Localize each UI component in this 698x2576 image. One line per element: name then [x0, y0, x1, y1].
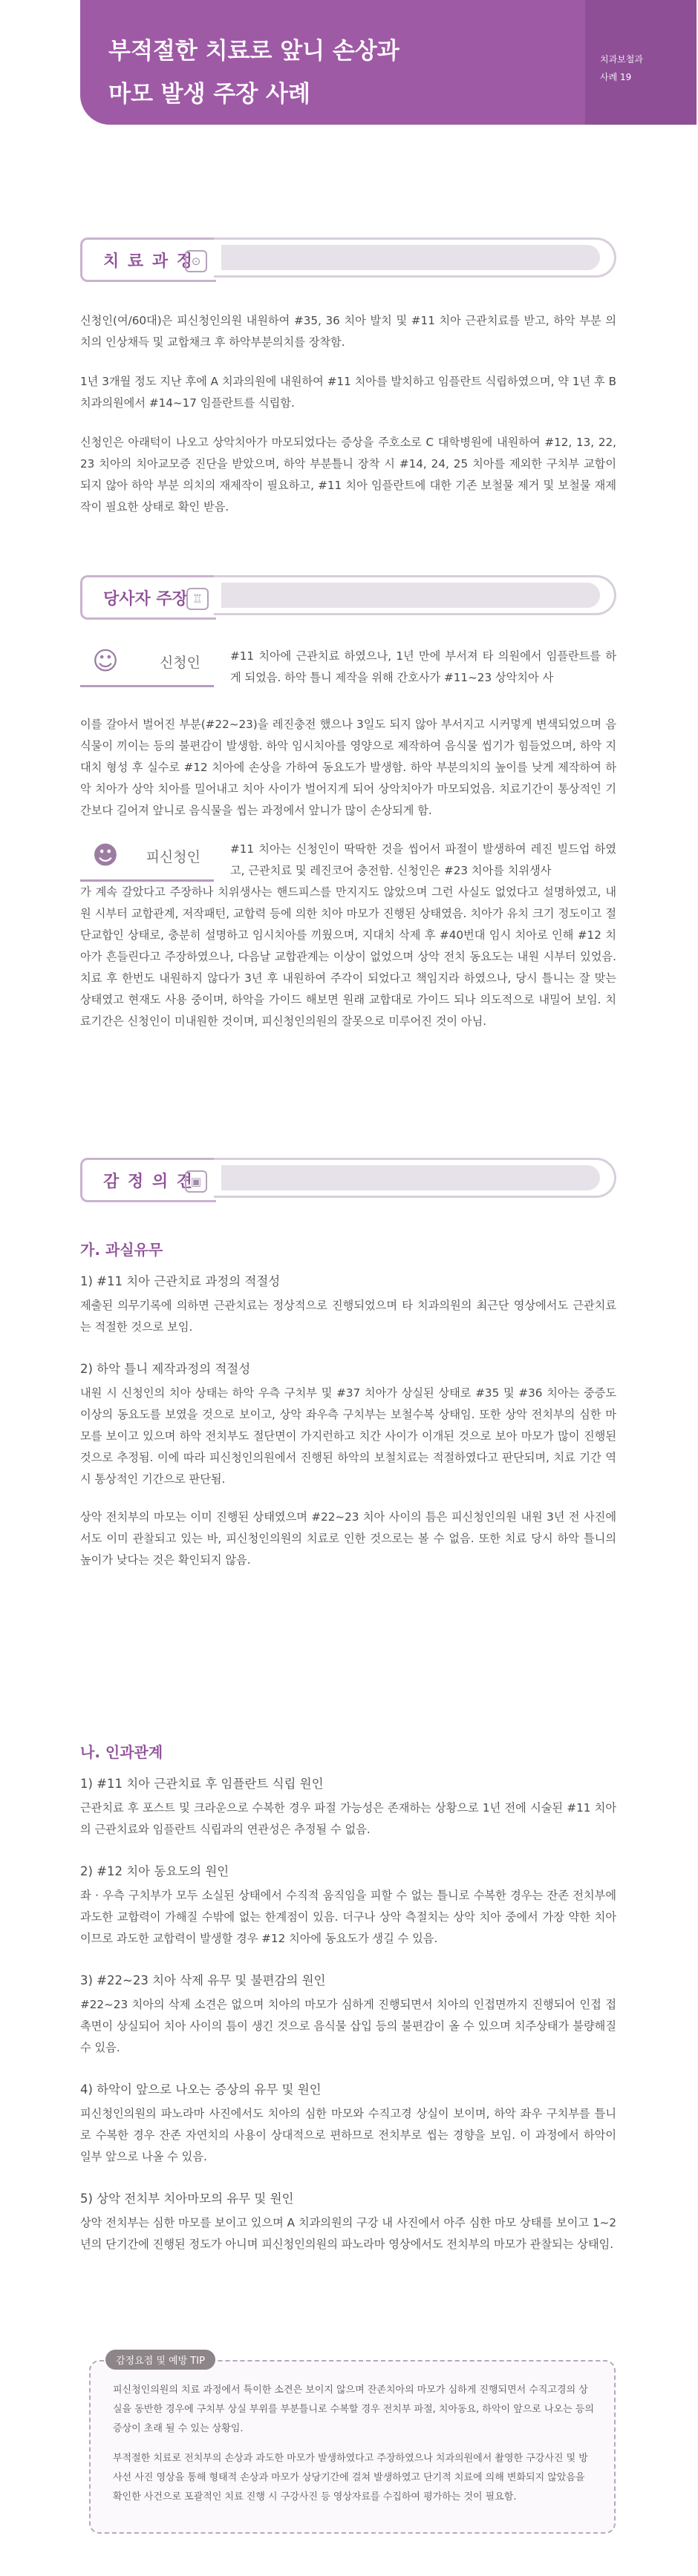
department-label: 치과보철과: [600, 54, 643, 65]
item-text: 제출된 의무기록에 의하면 근관치료는 정상적으로 진행되었으며 타 치과의원의 최근단 영상에서도 근관치료는 적절한 것으로 보임.: [80, 1299, 616, 1334]
section-title: 당사자 주장: [103, 590, 188, 609]
section-pill: [80, 575, 216, 620]
treatment-paragraph: 신청인은 아래턱이 나오고 상악치아가 마모되었다는 증상을 주호소로 C 대학병원에 내원하여 #12, 13, 22, 23 치아의 치아교모증 진단을 받았으며, 하악 부분틀니 장착 시 #14, 24, 25 치아를 제외한 구치부 교합이 되지 않아 하악 부분 의치의 재제작이 필요하고, #11 치아 임플란트에 대한 기존 보철물 제거 및 보철물 재제작이 필요한 상태로 확인 받음.: [80, 436, 616, 514]
tip-body: [113, 2381, 596, 2517]
respondent-role: [80, 837, 214, 882]
section-bar-fill: [221, 1165, 600, 1190]
case-label: [600, 50, 643, 86]
item-text: #22~23 치아의 삭제 소견은 없으며 치아의 마모가 심하게 진행되면서 치아의 인접면까지 진행되어 인접 접촉면이 상실되어 치아 사이의 틈이 생긴 것으로 음식물 삽입 등의 불편감이 올 수 있으며 치주상태가 불량해질 수 있음.: [80, 1998, 616, 2054]
respondent-first-text: #11 치아는 신청인이 딱딱한 것을 씹어서 파절이 발생하여 레진 빌드업 하였고, 근관치료 및 레진코어 충전함. 신청인은 #23 치아를 치위생사: [230, 842, 616, 877]
role-underline: [80, 685, 214, 687]
document-icon: ▣: [185, 1170, 207, 1193]
item-heading: 3) #22~23 치아 삭제 유무 및 불편감의 원인: [80, 1973, 326, 1987]
section-bar-fill: [221, 245, 600, 270]
item-text: 피신청인의원의 파노라마 사진에서도 치아의 심한 마모와 수직고경 상실이 보이며, 하악 좌우 구치부를 틀니로 수복한 경우 잔존 자연치의 사용이 상대적으로 편하므로 전치부로 씹는 경향을 보임. 이 과정에서 하악이 일부 앞으로 나올 수 있음.: [80, 2107, 616, 2163]
item-text: 좌 · 우측 구치부가 모두 소실된 상태에서 수직적 움직임을 피할 수 없는 틀니로 수복한 경우는 잔존 전치부에 과도한 교합력이 가해질 수밖에 없는 한계점이 있음. 더구나 상악 측절치는 상악 치아 중에서 가장 약한 치아이므로 과도한 교합력이 발생할 경우 #12 치아에 동요도가 생길 수 있음.: [80, 1889, 616, 1945]
tip-box: [89, 2356, 616, 2534]
item-heading: 4) 하악이 앞으로 나오는 증상의 유무 및 원인: [80, 2082, 322, 2097]
treatment-paragraph: 1년 3개월 정도 지난 후에 A 치과의원에 내원하여 #11 치아를 발치하고 임플란트 식립하였으며, 약 1년 후 B 치과의원에서 #14~17 임플란트를 식립함.: [80, 375, 616, 410]
item-heading: 2) #12 치아 동요도의 원인: [80, 1864, 229, 1878]
tip-label: 감정요점 및 예방 TIP: [105, 2350, 215, 2370]
section-pill: [80, 237, 216, 282]
item-heading: 2) 하악 틀니 제작과정의 적절성: [80, 1362, 251, 1376]
section-header-claims: [80, 575, 616, 618]
item-text: 상악 전치부의 마모는 이미 진행된 상태였으며 #22~23 치아 사이의 틈은 피신청인의원 내원 3년 전 사진에서도 이미 관찰되고 있는 바, 피신청인의원의 치료로 인한 것으로는 볼 수 없음. 또한 치료 당시 하악 틀니의 높이가 낮다는 것은 확인되지 않음.: [80, 1510, 616, 1567]
opinion-ga: [80, 1238, 616, 1571]
claimant-first-text: #11 치아에 근관치료 하였으나, 1년 만에 부서져 타 의원에서 임플란트를 하게 되었음. 하악 틀니 제작을 위해 간호사가 #11~23 상악치아 사: [230, 649, 616, 684]
item-text: 상악 전치부는 심한 마모를 보이고 있으며 A 치과의원의 구강 내 사진에서 아주 심한 마모 상태를 보이고 1~2년의 단기간에 진행된 정도가 아니며 피신청인의원의 파노라마 영상에서도 전치부의 마모가 관찰되는 상태임.: [80, 2216, 616, 2251]
case-number: 사례 19: [600, 72, 632, 82]
header-side-block: [585, 0, 697, 125]
claimant-rest: [80, 714, 616, 822]
title-line-1: 부적절한 치료로 앞니 손상과: [108, 38, 399, 65]
person-icon: ☺: [92, 646, 119, 676]
tip-paragraph: 피신청인의원의 치료 과정에서 특이한 소견은 보이지 않으며 잔존치아의 마모가 심하게 진행되면서 수직고경의 상실을 동반한 경우에 구치부 상실 부위를 부분틀니로 수복할 경우 전치부 파절, 치아동요, 하악이 앞으로 나오는 등의 증상이 초래 될 수 있는 상황임.: [113, 2385, 594, 2434]
role-label: 피신청인: [146, 849, 200, 865]
claimant-role: [80, 643, 214, 687]
subsection-title: 가. 과실유무: [80, 1241, 163, 1259]
tip-paragraph: 부적절한 치료로 전치부의 손상과 과도한 마모가 발생하였다고 주장하였으나 치과의원에서 촬영한 구강사진 및 방사선 사진 영상을 통해 형태적 손상과 마모가 상당기간에 걸쳐 발생하였고 단기적 치료에 의해 변화되지 않았음을 확인한 사건으로 포괄적인 치료 진행 시 구강사진 등 영상자료를 수집하여 평가하는 것이 필요함.: [113, 2453, 588, 2503]
page-header: [80, 0, 697, 125]
item-heading: 5) 상악 전치부 치아마모의 유무 및 원인: [80, 2192, 294, 2206]
treatment-paragraph: 신청인(여/60대)은 피신청인의원 내원하여 #35, 36 치아 발치 및 #11 치아 근관치료를 받고, 하악 부분 의치의 인상채득 및 교합채크 후 하악부분의치를 장착함.: [80, 314, 616, 349]
item-text: 근관치료 후 포스트 및 크라운으로 수복한 경우 파절 가능성은 존재하는 상황으로 1년 전에 시술된 #11 치아의 근관치료와 임플란트 식립과의 연관성은 추정될 수 없음.: [80, 1801, 616, 1836]
treatment-text: [80, 310, 616, 518]
doctor-icon: ☻: [92, 841, 119, 871]
item-heading: 1) #11 치아 근관치료 후 임플란트 식립 원인: [80, 1777, 324, 1791]
tooth-icon: ♖: [186, 588, 209, 610]
respondent-rest: [80, 882, 616, 1032]
item-text: 내원 시 신청인의 치아 상태는 하악 우측 구치부 및 #37 치아가 상실된 상태로 #35 및 #36 치아는 중증도 이상의 동요도를 보였을 것으로 보이고, 상악 좌우측 구치부는 보철수복 상태임. 또한 상악 전치부의 심한 마모를 보이고 있으며 하악 전치부도 절단면이 가지런하고 치간 사이가 이개된 것으로 보아 마모가 많이 진행된 것으로 추정됨. 이에 따라 피신청인의원에서 진행된 하악의 보철치료는 적절하였다고 판단되며, 치료 기간 역시 통상적인 기간으로 판단됨.: [80, 1386, 616, 1486]
claimant-first: [230, 646, 616, 689]
section-title: 감 정 의 견: [103, 1173, 194, 1191]
title-line-2: 마모 발생 주장 사례: [108, 81, 310, 108]
respondent-rest-text: 가 계속 갈았다고 주장하나 치위생사는 핸드피스를 만지지도 않았으며 그런 사실도 없었다고 설명하였고, 내원 시부터 교합관계, 저작패턴, 교합력 등에 의한 치아 마모가 진행된 상태였음. 치아가 유치 크기 정도이고 절단교합인 상태로, 충분히 설명하고 임시치아를 끼웠으며, 지대치 삭제 후 #40번대 임시 치아로 인해 #12 치아가 흔들린다고 주장하였으나, 다음날 교합관계는 이상이 없었으며 상악 전치 동요도는 내원 시부터 있었음. 치료 후 한번도 내원하지 않다가 3년 후 내원하여 주각이 되었다고 책임지라 하였으나, 당시 틀니는 잘 맞는 상태였고 현재도 사용 중이며, 하악을 가이드 해보면 원래 교합대로 가이드 되나 의도적으로 내밀어 보임. 치료기간은 신청인이 미내원한 것이며, 피신청인의원의 잘못으로 미루어진 것이 아님.: [80, 885, 616, 1028]
header-title-block: [80, 0, 652, 125]
section-header-opinion: [80, 1158, 616, 1201]
section-bar-fill: [221, 583, 600, 608]
section-title: 치 료 과 정: [103, 252, 194, 271]
clock-icon: ⊙: [185, 250, 207, 272]
item-heading: 1) #11 치아 근관치료 과정의 적절성: [80, 1274, 281, 1288]
opinion-na: [80, 1740, 616, 2255]
role-label: 신청인: [159, 655, 200, 671]
claimant-rest-text: 이를 갈아서 벌어진 부분(#22~23)을 레진충전 했으나 3일도 되지 않아 부서지고 시커멓게 변색되었으며 음식물이 끼이는 등의 불편감이 발생함. 하악 임시치아를 영양으로 제작하여 음식물 씹기가 힘들었으며, 하악 지대치 형성 후 실수로 #12 치아에 손상을 가하여 동요도가 발생함. 하악 부분의치의 높이를 낮게 제작하여 하악 치아가 상악 치아를 밀어내고 치아 사이가 벌어지게 되어 상악치아가 마모되었음. 치료기간이 통상적인 기간보다 길어져 앞니로 음식물을 씹는 과정에서 앞니가 많이 손상되게 함.: [80, 718, 616, 817]
respondent-first: [230, 839, 616, 882]
subsection-title: 나. 인과관계: [80, 1743, 163, 1761]
section-header-treatment: [80, 237, 616, 281]
section-pill: [80, 1158, 216, 1202]
page-title: [108, 30, 399, 116]
